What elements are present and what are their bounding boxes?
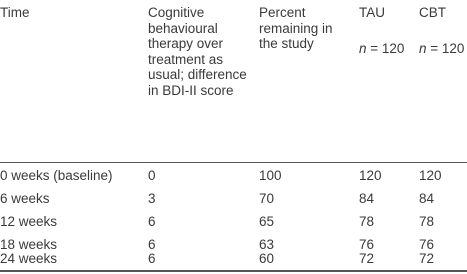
- header-percent-remaining: Percent remaining in the study: [259, 5, 333, 51]
- cell-percent: 63: [259, 237, 275, 252]
- header-cbt-difference: Cognitive behavioural therapy over treatment as usual; difference in BDI-II score: [148, 5, 247, 98]
- cell-cbt: 120: [419, 168, 442, 183]
- cell-cbt: 72: [419, 251, 435, 266]
- cell-tau: 76: [359, 237, 375, 252]
- header-rule: [0, 162, 467, 163]
- cell-tau: 72: [359, 251, 375, 266]
- cell-difference: 6: [148, 214, 156, 229]
- cell-percent: 70: [259, 191, 275, 206]
- cell-tau: 84: [359, 191, 375, 206]
- header-time: Time: [0, 5, 30, 20]
- cell-tau: 120: [359, 168, 382, 183]
- cell-percent: 60: [259, 251, 275, 266]
- cell-time: 18 weeks: [0, 237, 58, 252]
- cell-time: 12 weeks: [0, 214, 58, 229]
- cell-percent: 65: [259, 214, 275, 229]
- cell-difference: 6: [148, 237, 156, 252]
- cell-time: 6 weeks: [0, 191, 50, 206]
- header-tau-n: n = 120: [359, 41, 405, 56]
- cell-difference: 3: [148, 191, 156, 206]
- cell-tau: 78: [359, 214, 375, 229]
- cell-cbt: 76: [419, 237, 435, 252]
- bottom-rule: [0, 270, 467, 272]
- cell-difference: 6: [148, 251, 156, 266]
- header-cbt: CBT: [419, 5, 446, 20]
- cell-difference: 0: [148, 168, 156, 183]
- cell-time: 24 weeks: [0, 251, 58, 266]
- cell-cbt: 84: [419, 191, 435, 206]
- cell-percent: 100: [259, 168, 282, 183]
- cell-cbt: 78: [419, 214, 435, 229]
- cell-time: 0 weeks (baseline): [0, 168, 113, 183]
- header-tau: TAU: [359, 5, 385, 20]
- header-cbt-n: n = 120: [419, 41, 465, 56]
